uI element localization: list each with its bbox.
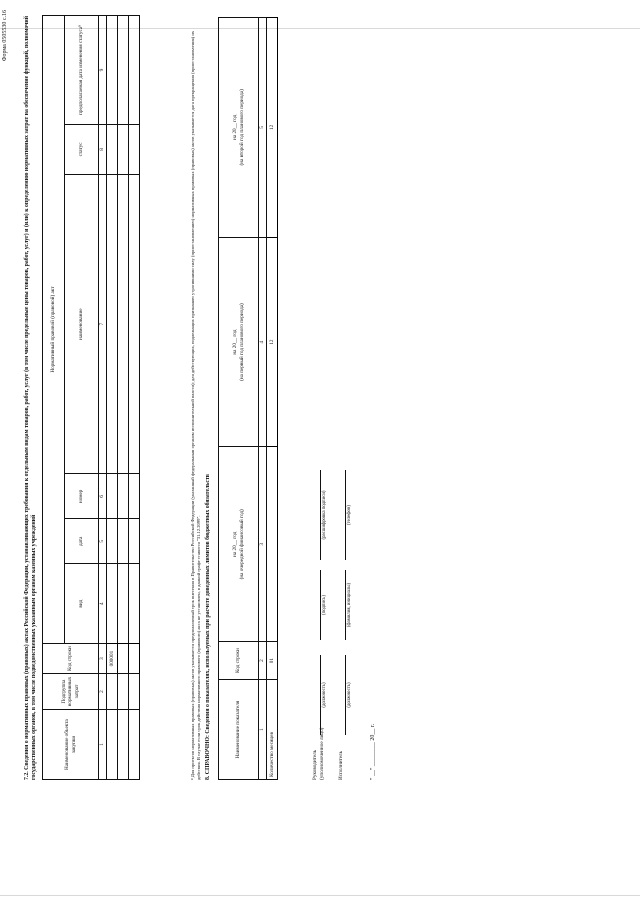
cell-subgroup[interactable] [118, 674, 129, 710]
year-2-label: на 20__ год [232, 329, 239, 355]
cell-type[interactable] [129, 564, 140, 644]
col-num: 1 [99, 710, 107, 780]
executor-phone-line[interactable] [345, 470, 346, 560]
head-position-line[interactable] [320, 655, 321, 735]
caption-signature: (подпись) [322, 595, 327, 615]
col-num: 8 [99, 124, 107, 174]
col-num: 3 [99, 644, 107, 674]
caption-phone: (телефон) [347, 504, 352, 526]
cell-number[interactable] [129, 474, 140, 519]
cell-status-date[interactable] [107, 16, 118, 125]
form-code: Форма 0505530 с.16 [2, 10, 8, 62]
executor-position-line[interactable] [345, 655, 346, 735]
cell-year-1[interactable] [267, 447, 278, 642]
cell-status-date[interactable] [118, 16, 129, 125]
cell-type[interactable] [118, 564, 129, 644]
th-status: статус [65, 124, 99, 174]
th-year-2 [219, 237, 259, 447]
cell-object[interactable] [129, 710, 140, 780]
head-label [312, 728, 326, 780]
cell-name[interactable] [118, 174, 129, 474]
date-field[interactable]: " __" ________ 20__ г. [370, 723, 376, 780]
cell-row-code: 000001 [107, 644, 118, 674]
col-num: 9 [99, 16, 107, 125]
cell-number[interactable] [107, 474, 118, 519]
footnote-8: ⁸ Для проектов нормативных правовых (правовых) актов указывается предполагаемый срок внесения в Правительство Российской Федерации (указанный федеральным органом исполнительной власти); для действующих, подлежащих признанию утратившими силу (приостановлению) нормативных правовых (правовых) актов указывается дата прекращения (приостановления) их действия. В случае если срок действия нормативного правового (правового) акта не установлен, в данной графе ставится "31.12.2099". [190, 30, 202, 780]
th-number: номер [65, 474, 99, 519]
caption-position: (должность) [347, 682, 352, 708]
section-7-2-title: 7.2. Сведения о нормативных правовых (правовых) актах Российской Федерации, устанавливающих требования к отдельным видам товаров, работ, услуг (в том числе предельные цены товаров, работ, услуг) и (или) к определению нормативных затрат на обеспечение функций, полномочий государственных органов, в том числе подведомственных указанным органам казенных учреждений [24, 15, 37, 780]
col-num: 7 [99, 174, 107, 474]
cell-status[interactable] [107, 124, 118, 174]
cell-year-3[interactable]: 12 [267, 18, 278, 238]
col-num: 4 [99, 564, 107, 644]
table-8 [218, 17, 278, 780]
year-1-sub: (на очередной финансовый год) [238, 509, 245, 580]
th-indicator: Наименование показателя [219, 680, 259, 780]
section-8-title: 8. СПРАВОЧНО: Сведения о показателях, используемых при расчете доведенных лимитов бюджетных обязательств [205, 474, 211, 780]
th-date: дата [65, 519, 99, 564]
cell-type[interactable] [107, 564, 118, 644]
caption-decoding: (расшифровка подписи) [322, 490, 327, 540]
year-3-label: на 20__ год [232, 114, 239, 140]
cell-number[interactable] [118, 474, 129, 519]
cell-date[interactable] [107, 519, 118, 564]
th-year-1 [219, 447, 259, 642]
th-status-date: предполагаемая дата изменения статуса⁸ [65, 16, 99, 125]
caption-fio: (фамилия, инициалы) [347, 582, 352, 628]
head-label-text: Руководитель [312, 749, 318, 780]
cell-status[interactable] [129, 124, 140, 174]
th-type: вид [65, 564, 99, 644]
col-num: 1 [259, 680, 267, 780]
executor-label: Исполнитель [338, 750, 344, 780]
cell-object[interactable] [118, 710, 129, 780]
col-num: 3 [259, 447, 267, 642]
year-2-sub: (на первый год планового периода) [238, 303, 245, 381]
th-object: Наименование объекта закупки [43, 710, 99, 780]
th-year-3 [219, 18, 259, 238]
cell-status[interactable] [118, 124, 129, 174]
th-row-code: Код строки [43, 644, 99, 674]
th-subgroup: Подгруппа нормативных затрат [43, 674, 99, 710]
table-row [107, 16, 118, 780]
year-1-label: на 20__ год [232, 531, 239, 557]
th-name: наименование [65, 174, 99, 474]
cell-date[interactable] [129, 519, 140, 564]
cell-date[interactable] [118, 519, 129, 564]
cell-indicator: Количество месяцев [267, 680, 278, 780]
cell-subgroup[interactable] [107, 674, 118, 710]
cell-year-2[interactable]: 12 [267, 237, 278, 447]
th-row-code: Код строки [219, 642, 259, 680]
caption-position: (должность) [322, 682, 327, 708]
table-row [118, 16, 129, 780]
col-num: 4 [259, 237, 267, 447]
col-num: 5 [99, 519, 107, 564]
head-sub-text: (уполномоченное лицо) [318, 727, 325, 780]
table-row [267, 18, 278, 780]
table-row [129, 16, 140, 780]
col-num: 5 [259, 18, 267, 238]
col-num: 2 [259, 642, 267, 680]
cell-name[interactable] [129, 174, 140, 474]
head-signature-line[interactable] [320, 570, 321, 640]
cell-name[interactable] [107, 174, 118, 474]
year-3-sub: (на второй год планового периода) [238, 89, 245, 166]
cell-row-code: 01 [267, 642, 278, 680]
executor-fio-line[interactable] [345, 570, 346, 640]
cell-status-date[interactable] [129, 16, 140, 125]
col-num: 6 [99, 474, 107, 519]
head-decoding-line[interactable] [320, 470, 321, 560]
col-num: 2 [99, 674, 107, 710]
cell-subgroup[interactable] [129, 674, 140, 710]
cell-row-code[interactable] [118, 644, 129, 674]
table-7-2 [42, 15, 140, 780]
cell-object[interactable] [107, 710, 118, 780]
th-act-group: Нормативный правовой (правовой) акт [43, 16, 65, 644]
cell-row-code[interactable] [129, 644, 140, 674]
